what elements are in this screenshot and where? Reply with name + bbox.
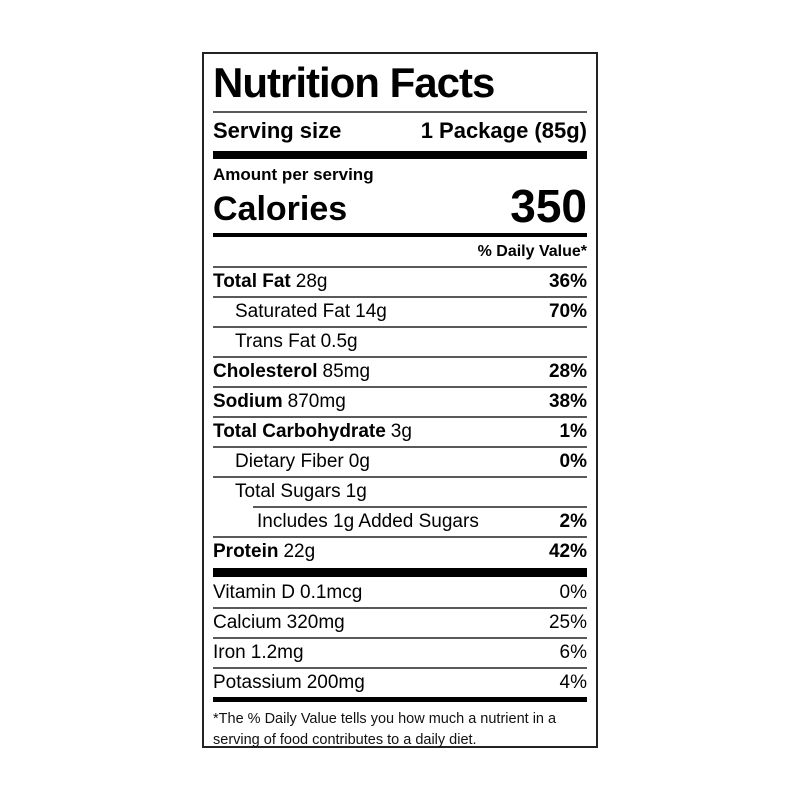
calories-label: Calories	[213, 189, 348, 228]
nutrient-amount: 85mg	[322, 361, 371, 383]
nutrient-amount: 22g	[283, 541, 316, 563]
nutrient-name-amount	[213, 358, 370, 386]
nutrient-amount: 0g	[348, 451, 370, 473]
serving-size-value: 1 Package (85g)	[420, 117, 587, 143]
label-title: Nutrition Facts	[213, 59, 495, 106]
nutrient-row-added-sugars	[213, 508, 587, 538]
vitamin-dv: 25%	[548, 612, 587, 634]
nutrient-name-amount	[213, 388, 346, 416]
nutrient-row-cholesterol	[213, 358, 587, 388]
nutrient-name-amount	[235, 328, 358, 356]
daily-value-header: % Daily Value*	[213, 239, 587, 268]
nutrient-name-amount	[235, 448, 370, 476]
vitamin-row-vitamin-d	[213, 579, 587, 609]
nutrient-row-trans-fat	[213, 328, 587, 358]
medium-separator	[213, 233, 587, 237]
vitamin-name-amount	[213, 669, 365, 697]
vitamin-name: Iron	[213, 642, 246, 664]
nutrient-row-total-sugars	[213, 478, 587, 506]
vitamin-dv: 4%	[559, 672, 587, 694]
nutrient-name: Total Sugars	[235, 481, 341, 503]
nutrient-name-amount	[257, 508, 479, 536]
vitamin-amount: 1.2mg	[250, 642, 304, 664]
nutrient-name-amount	[213, 418, 412, 446]
nutrient-name: Total Carbohydrate	[213, 421, 386, 443]
calories-row	[213, 179, 587, 232]
vitamin-name-amount	[213, 579, 362, 607]
nutrition-facts-label	[202, 52, 598, 748]
nutrient-row-dietary-fiber	[213, 448, 587, 478]
nutrient-row-sodium	[213, 388, 587, 418]
nutrient-amount: 3g	[390, 421, 412, 443]
nutrient-dv: 28%	[548, 361, 587, 383]
nutrient-dv: 1%	[559, 421, 587, 443]
nutrient-dv: 36%	[548, 271, 587, 293]
serving-size-row	[213, 113, 587, 151]
nutrient-amount: 0.5g	[320, 331, 358, 353]
nutrient-row-protein	[213, 538, 587, 566]
vitamin-amount: 320mg	[286, 612, 345, 634]
nutrient-amount: 14g	[355, 301, 387, 323]
thick-separator	[213, 568, 587, 577]
nutrient-row-total-carbohydrate	[213, 418, 587, 448]
nutrient-row-total-fat	[213, 268, 587, 298]
vitamin-amount: 0.1mcg	[300, 582, 363, 604]
nutrient-name: Sodium	[213, 391, 283, 413]
vitamin-row-calcium	[213, 609, 587, 639]
nutrient-dv: 0%	[559, 451, 587, 473]
nutrient-name-amount	[235, 298, 387, 326]
vitamin-name: Potassium	[213, 672, 302, 694]
amount-per-serving-label: Amount per serving	[213, 164, 374, 184]
nutrient-dv: 2%	[559, 511, 587, 533]
nutrient-name: Saturated Fat	[235, 301, 351, 323]
vitamin-amount: 200mg	[306, 672, 365, 694]
nutrient-amount: 28g	[295, 271, 328, 293]
vitamin-dv: 6%	[559, 642, 587, 664]
nutrient-dv: 38%	[548, 391, 587, 413]
nutrient-name: Includes 1g Added Sugars	[257, 511, 479, 533]
vitamin-row-potassium	[213, 669, 587, 697]
nutrient-name: Total Fat	[213, 271, 291, 293]
vitamin-name: Vitamin D	[213, 582, 296, 604]
nutrient-name-amount	[213, 268, 327, 296]
vitamin-row-iron	[213, 639, 587, 669]
nutrient-name: Protein	[213, 541, 279, 563]
nutrient-amount: 870mg	[287, 391, 346, 413]
vitamin-name-amount	[213, 609, 345, 637]
nutrient-name: Trans Fat	[235, 331, 316, 353]
nutrient-dv: 42%	[548, 541, 587, 563]
vitamin-name: Calcium	[213, 612, 282, 634]
vitamin-dv: 0%	[559, 582, 587, 604]
serving-size-label: Serving size	[213, 117, 342, 143]
nutrient-amount: 1g	[345, 481, 367, 503]
nutrient-name-amount	[213, 538, 315, 566]
daily-value-footnote: *The % Daily Value tells you how much a nutrient in a serving of food contributes to a daily diet.	[213, 711, 557, 748]
calories-value: 350	[510, 179, 587, 232]
nutrient-row-saturated-fat	[213, 298, 587, 328]
vitamin-name-amount	[213, 639, 304, 667]
thick-separator	[213, 151, 587, 159]
nutrient-name-amount	[235, 478, 367, 506]
nutrient-name: Cholesterol	[213, 361, 318, 383]
nutrient-dv: 70%	[548, 301, 587, 323]
nutrient-name: Dietary Fiber	[235, 451, 344, 473]
